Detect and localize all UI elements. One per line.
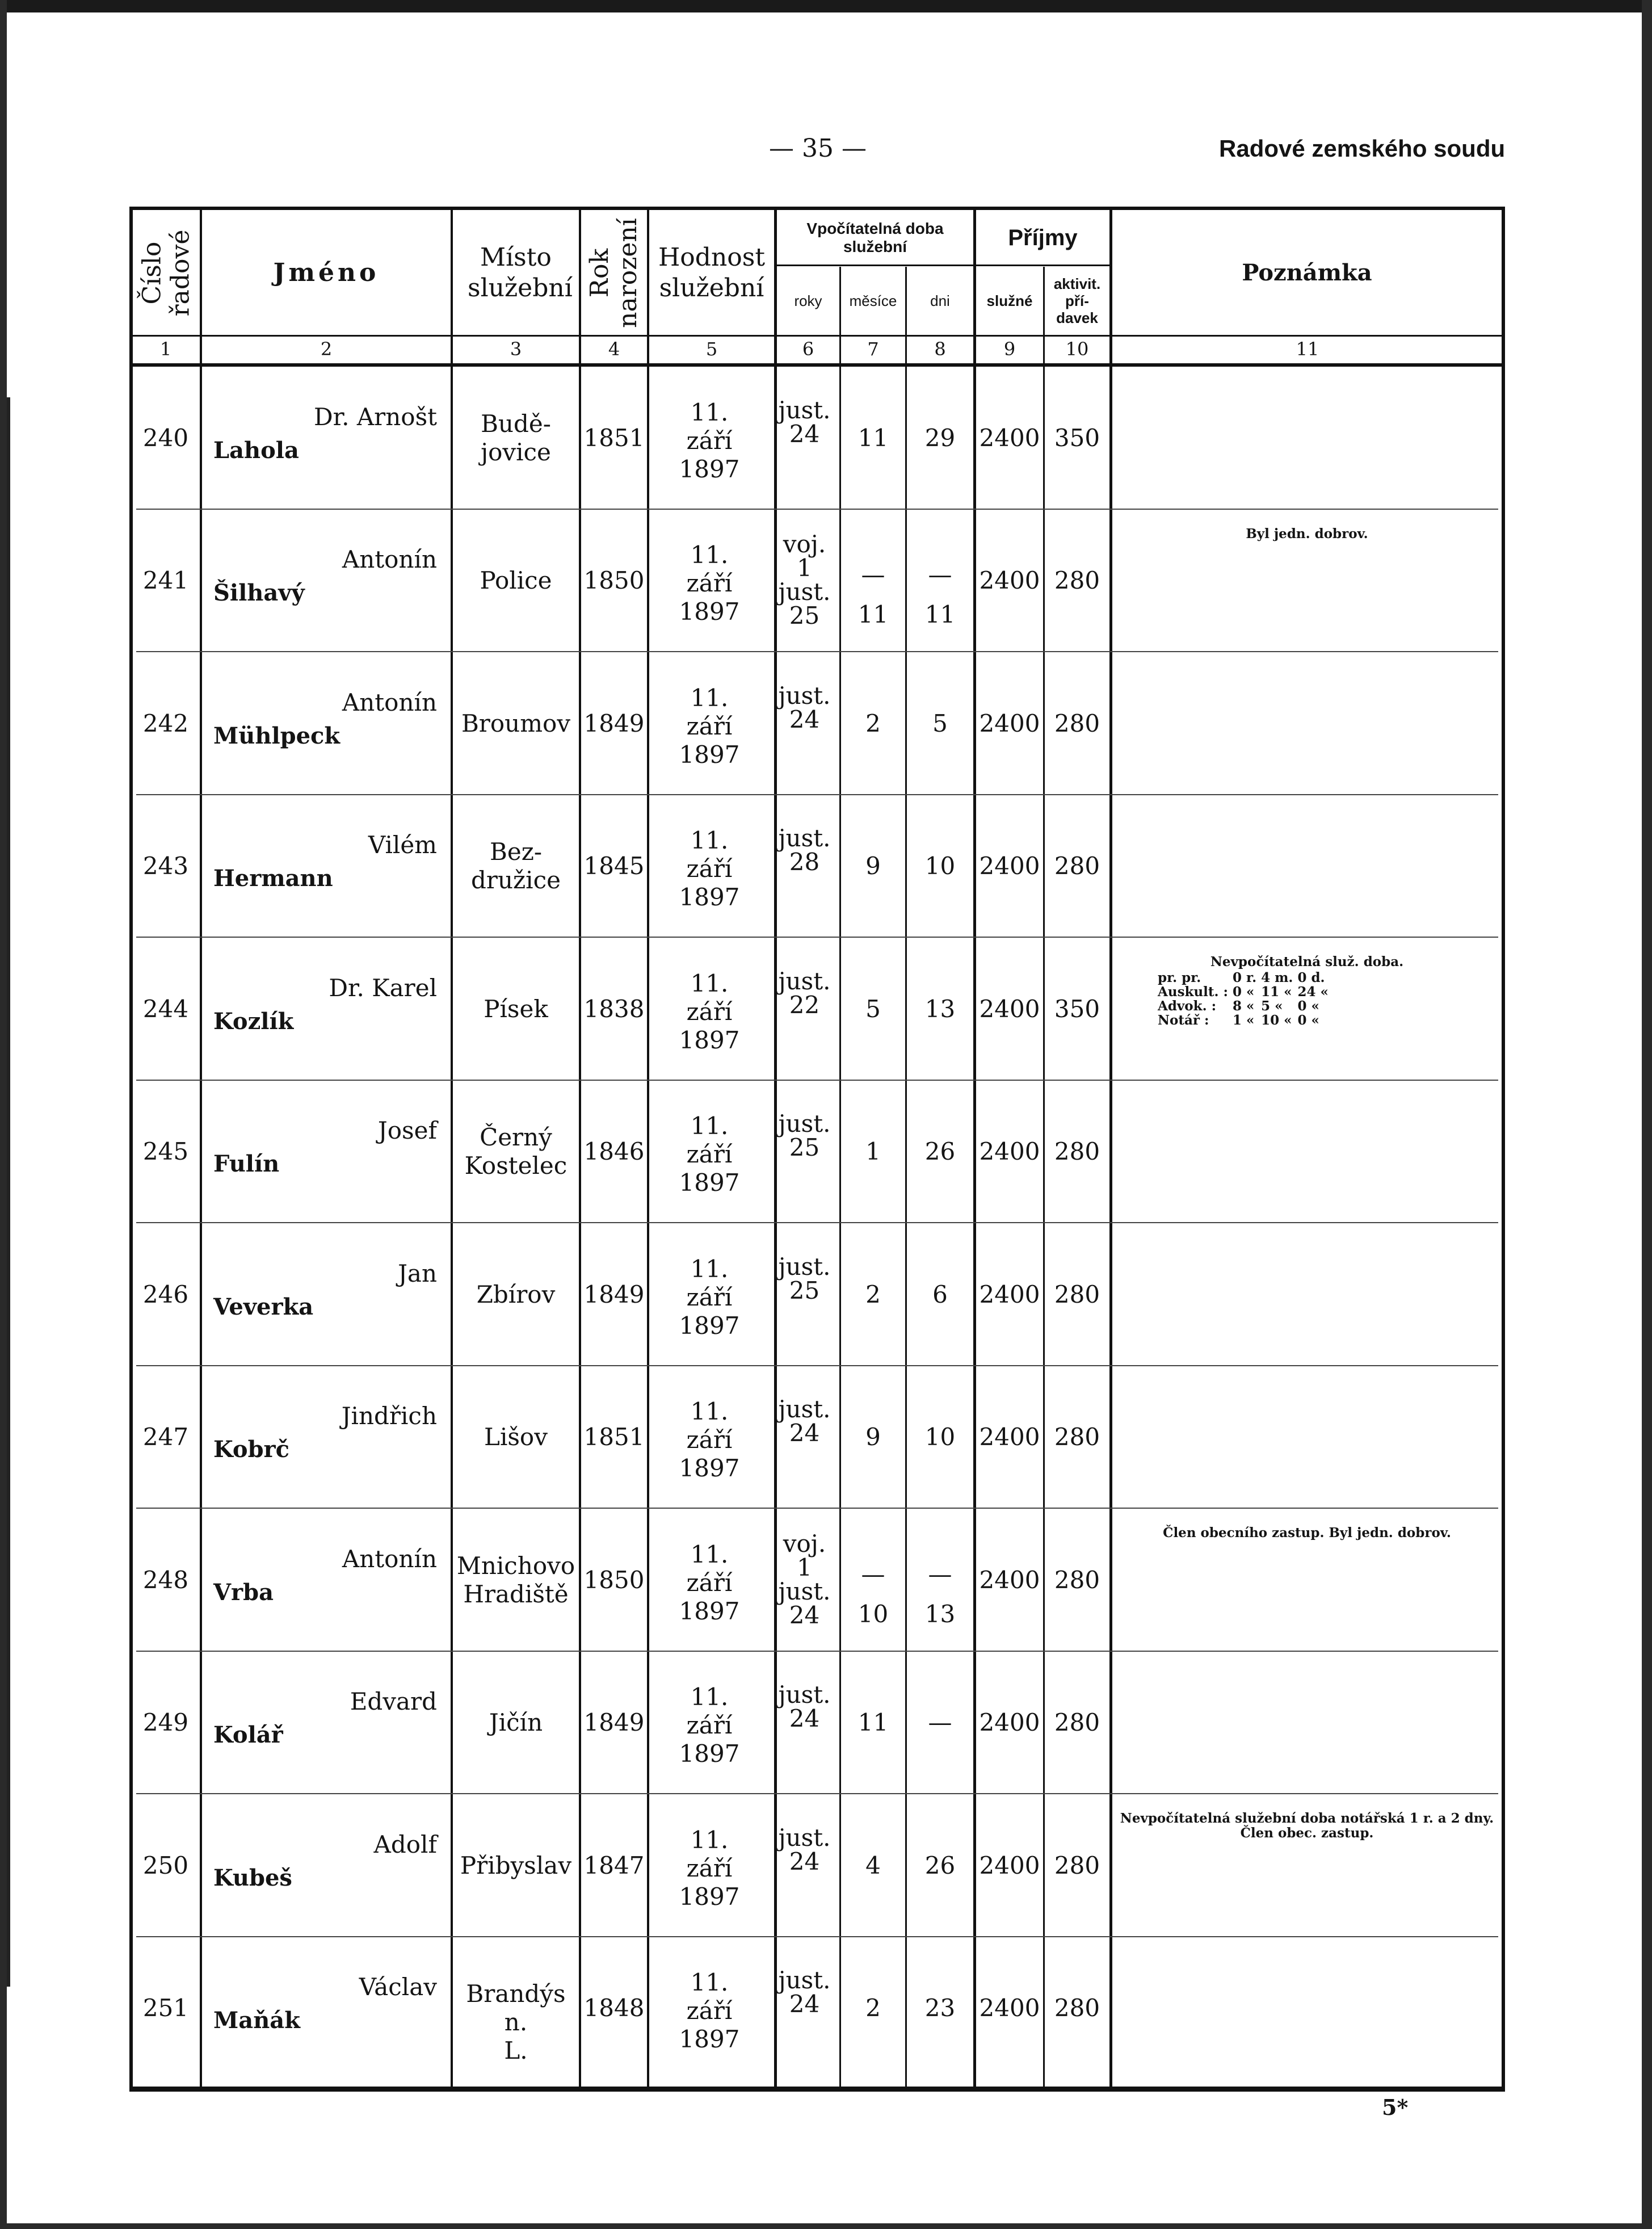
allowance: 280 xyxy=(1054,1280,1100,1308)
remark-table-cell: 0 « xyxy=(1297,1013,1319,1028)
column-number: 9 xyxy=(1003,338,1016,360)
service-months: 2 xyxy=(865,1280,881,1308)
last-name: Fulín xyxy=(213,1151,280,1178)
service-years: just. 24 xyxy=(778,396,831,448)
remark-table-cell: Advok. : xyxy=(1158,998,1217,1014)
page-number: — 35 — xyxy=(769,134,867,163)
remark-table-cell: 11 « xyxy=(1261,984,1292,1000)
salary: 2400 xyxy=(979,852,1040,880)
place: Jičín xyxy=(489,1709,543,1737)
rank-date: 11. září 1897 xyxy=(679,1540,740,1625)
salary: 2400 xyxy=(979,1137,1040,1166)
birth-year: 1849 xyxy=(583,709,645,737)
service-years: just. 24 xyxy=(778,681,831,733)
service-days: 10 xyxy=(924,852,956,880)
service-months: 9 xyxy=(865,1423,881,1451)
remark-table-cell: Notář : xyxy=(1158,1013,1209,1028)
table-row xyxy=(0,1081,1652,1224)
rank-date: 11. září 1897 xyxy=(679,969,740,1054)
service-years: just. 24 xyxy=(778,1395,831,1447)
first-name: Dr. Arnošt xyxy=(313,402,437,431)
rank-date: 11. září 1897 xyxy=(679,1254,740,1340)
service-days: 10 xyxy=(924,1423,956,1451)
rank-date: 11. září 1897 xyxy=(679,826,740,912)
service-days: 26 xyxy=(924,1137,956,1166)
place: Lišov xyxy=(484,1423,548,1451)
salary: 2400 xyxy=(979,1851,1040,1879)
row-number: 244 xyxy=(142,994,189,1023)
row-number: 240 xyxy=(142,423,189,452)
remark-table-cell: 24 « xyxy=(1297,984,1329,1000)
first-name: Antonín xyxy=(342,545,437,574)
rank-date: 11. září 1897 xyxy=(679,1112,740,1197)
birth-year: 1838 xyxy=(583,994,645,1023)
last-name: Kolář xyxy=(213,1722,283,1749)
table-row xyxy=(0,1652,1652,1795)
header-hodnost: Hodnost služební xyxy=(658,243,766,303)
rank-date: 11. září 1897 xyxy=(679,541,740,626)
first-name: Adolf xyxy=(373,1830,437,1858)
last-name: Veverka xyxy=(213,1293,314,1320)
last-name: Šilhavý xyxy=(213,580,305,607)
remark-table-cell: 4 m. xyxy=(1261,970,1293,985)
allowance: 350 xyxy=(1054,423,1100,452)
rank-date: 11. září 1897 xyxy=(679,1825,740,1911)
place: Černý Kostelec xyxy=(464,1123,568,1180)
birth-year: 1846 xyxy=(583,1137,645,1166)
header-jmeno: Jméno xyxy=(273,258,380,287)
service-years: just. 24 xyxy=(778,1966,831,2018)
column-number: 7 xyxy=(867,338,879,360)
rank-date: 11. září 1897 xyxy=(679,1397,740,1483)
service-months: 5 xyxy=(865,994,881,1023)
header-sluzne: služné xyxy=(986,292,1033,309)
service-days: — 11 xyxy=(924,561,956,629)
row-number: 242 xyxy=(142,709,189,737)
table-row xyxy=(0,652,1652,795)
place: Mnichovo Hradiště xyxy=(456,1551,575,1608)
remark-table-cell: 10 « xyxy=(1261,1013,1292,1028)
first-name: Josef xyxy=(377,1116,437,1145)
service-months: 11 xyxy=(857,423,889,452)
service-years: voj. 1 just. 24 xyxy=(778,1529,831,1629)
row-number: 249 xyxy=(142,1709,189,1737)
service-days: 29 xyxy=(924,423,956,452)
remark-table-cell: 1 « xyxy=(1233,1013,1255,1028)
header-cislo: Číslo řadové xyxy=(137,229,195,317)
last-name: Kubeš xyxy=(213,1864,292,1891)
service-years: just. 22 xyxy=(778,967,831,1019)
birth-year: 1849 xyxy=(583,1709,645,1737)
remark-table-cell: 8 « xyxy=(1233,998,1255,1014)
table-row xyxy=(0,1223,1652,1366)
service-months: — 11 xyxy=(857,561,889,629)
allowance: 280 xyxy=(1054,1137,1100,1166)
table-row xyxy=(0,1366,1652,1509)
column-number: 4 xyxy=(608,338,620,360)
service-months: 1 xyxy=(865,1137,881,1166)
allowance: 280 xyxy=(1054,709,1100,737)
table-row xyxy=(0,1794,1652,1937)
place: Bez- družice xyxy=(471,838,561,895)
service-years: just. 24 xyxy=(778,1823,831,1875)
table-row xyxy=(0,1509,1652,1652)
service-days: — xyxy=(928,1709,952,1737)
header-poznamka: Poznámka xyxy=(1242,259,1372,286)
table-row xyxy=(0,1937,1652,2080)
remark-table-cell: 5 « xyxy=(1261,998,1283,1014)
row-number: 245 xyxy=(142,1137,189,1166)
service-months: 2 xyxy=(865,709,881,737)
place: Brandýs n. L. xyxy=(466,1980,566,2065)
remark-table xyxy=(1158,971,1333,1027)
place: Písek xyxy=(484,994,548,1023)
last-name: Hermann xyxy=(213,865,333,892)
birth-year: 1847 xyxy=(583,1851,645,1879)
row-number: 243 xyxy=(142,852,189,880)
place: Broumov xyxy=(461,709,571,737)
birth-year: 1850 xyxy=(583,566,645,595)
birth-year: 1849 xyxy=(583,1280,645,1308)
rank-date: 11. září 1897 xyxy=(679,1968,740,2054)
birth-year: 1851 xyxy=(583,1423,645,1451)
remark-table-cell: 0 « xyxy=(1297,998,1319,1014)
remark: Byl jedn. dobrov. xyxy=(1246,526,1368,541)
header-rok: Rok narození xyxy=(585,218,642,328)
service-months: 2 xyxy=(865,1994,881,2022)
rank-date: 11. září 1897 xyxy=(679,1683,740,1768)
service-years: just. 28 xyxy=(778,824,831,876)
row-number: 246 xyxy=(142,1280,189,1308)
service-days: 13 xyxy=(924,994,956,1023)
row-number: 241 xyxy=(142,566,189,595)
service-months: — 10 xyxy=(857,1560,889,1628)
allowance: 280 xyxy=(1054,1423,1100,1451)
remark-table-cell: 0 d. xyxy=(1297,970,1325,985)
service-years: just. 25 xyxy=(778,1252,831,1304)
header-doba: Vpočítatelná doba služební xyxy=(806,220,944,255)
header-aktivni: aktivit. pří- davek xyxy=(1053,275,1101,326)
column-number: 11 xyxy=(1296,338,1319,360)
header-dni: dni xyxy=(930,292,950,309)
first-name: Edvard xyxy=(350,1688,437,1716)
column-number: 10 xyxy=(1065,338,1089,360)
service-months: 4 xyxy=(865,1851,881,1879)
row-number: 251 xyxy=(142,1994,189,2022)
row-number: 250 xyxy=(142,1851,189,1879)
allowance: 280 xyxy=(1054,1994,1100,2022)
first-name: Antonín xyxy=(342,688,437,716)
allowance: 280 xyxy=(1054,1709,1100,1737)
salary: 2400 xyxy=(979,1280,1040,1308)
salary: 2400 xyxy=(979,1709,1040,1737)
last-name: Lahola xyxy=(213,436,299,464)
column-number: 6 xyxy=(802,338,814,360)
remark: Nevpočítatelná služební doba notářská 1 r. a 2 dny. Člen obec. zastup. xyxy=(1120,1811,1494,1841)
birth-year: 1848 xyxy=(583,1994,645,2022)
service-years: voj. 1 just. 25 xyxy=(778,530,831,630)
allowance: 280 xyxy=(1054,852,1100,880)
last-name: Kozlík xyxy=(213,1008,294,1035)
scan-border-bottom xyxy=(0,2223,1652,2229)
birth-year: 1850 xyxy=(583,1565,645,1594)
remark: Člen obecního zastup. Byl jedn. dobrov. xyxy=(1163,1525,1451,1540)
column-number: 5 xyxy=(705,338,718,360)
last-name: Maňák xyxy=(213,2007,300,2034)
salary: 2400 xyxy=(979,994,1040,1023)
salary: 2400 xyxy=(979,1565,1040,1594)
place: Přibyslav xyxy=(460,1851,572,1879)
header-rule xyxy=(132,335,1503,337)
column-number: 3 xyxy=(510,338,522,360)
header-mesice: měsíce xyxy=(849,292,897,309)
row-number: 248 xyxy=(142,1565,189,1594)
rank-date: 11. září 1897 xyxy=(679,683,740,769)
first-name: Dr. Karel xyxy=(329,973,437,1002)
remark-table-cell: pr. pr. xyxy=(1158,970,1201,985)
first-name: Václav xyxy=(359,1973,437,2001)
service-days: 6 xyxy=(932,1280,948,1308)
salary: 2400 xyxy=(979,709,1040,737)
first-name: Jan xyxy=(398,1259,437,1287)
first-name: Vilém xyxy=(368,831,437,859)
remark-table-cell: 0 « xyxy=(1233,984,1255,1000)
first-name: Jindřich xyxy=(341,1402,437,1430)
header-roky: roky xyxy=(794,292,822,309)
allowance: 280 xyxy=(1054,566,1100,595)
salary: 2400 xyxy=(979,566,1040,595)
birth-year: 1851 xyxy=(583,423,645,452)
running-head: Radové zemského soudu xyxy=(1219,135,1506,162)
last-name: Mühlpeck xyxy=(213,722,341,749)
place: Budě- jovice xyxy=(481,409,551,466)
service-days: 23 xyxy=(924,1994,956,2022)
last-name: Vrba xyxy=(213,1579,274,1606)
allowance: 280 xyxy=(1054,1851,1100,1879)
table-row xyxy=(0,510,1652,653)
header-prijmy: Příjmy xyxy=(1008,225,1078,250)
service-years: just. 25 xyxy=(778,1110,831,1162)
birth-year: 1845 xyxy=(583,852,645,880)
allowance: 350 xyxy=(1054,994,1100,1023)
remark: Nevpočítatelná služ. doba. xyxy=(1210,954,1404,969)
last-name: Kobrč xyxy=(213,1436,289,1463)
remark-table-cell: 0 r. xyxy=(1233,970,1257,985)
service-days: — 13 xyxy=(924,1560,956,1628)
table-row xyxy=(0,367,1652,510)
service-months: 11 xyxy=(857,1709,889,1737)
header-misto: Místo služební xyxy=(468,243,573,303)
scan-border-top xyxy=(0,0,1652,12)
column-number: 2 xyxy=(320,338,333,360)
service-years: just. 24 xyxy=(778,1681,831,1733)
first-name: Antonín xyxy=(342,1544,437,1573)
salary: 2400 xyxy=(979,1994,1040,2022)
service-months: 9 xyxy=(865,852,881,880)
column-number: 8 xyxy=(934,338,946,360)
place: Police xyxy=(480,566,552,595)
row-number: 247 xyxy=(142,1423,189,1451)
table-row xyxy=(0,795,1652,938)
allowance: 280 xyxy=(1054,1565,1100,1594)
rank-date: 11. září 1897 xyxy=(679,398,740,483)
table-row xyxy=(0,938,1652,1081)
salary: 2400 xyxy=(979,1423,1040,1451)
column-number: 1 xyxy=(159,338,172,360)
service-days: 5 xyxy=(932,709,948,737)
place: Zbírov xyxy=(476,1280,556,1308)
service-days: 26 xyxy=(924,1851,956,1879)
signature-mark: 5* xyxy=(1382,2094,1409,2120)
salary: 2400 xyxy=(979,423,1040,452)
remark-table-cell: Auskult. : xyxy=(1158,984,1229,1000)
